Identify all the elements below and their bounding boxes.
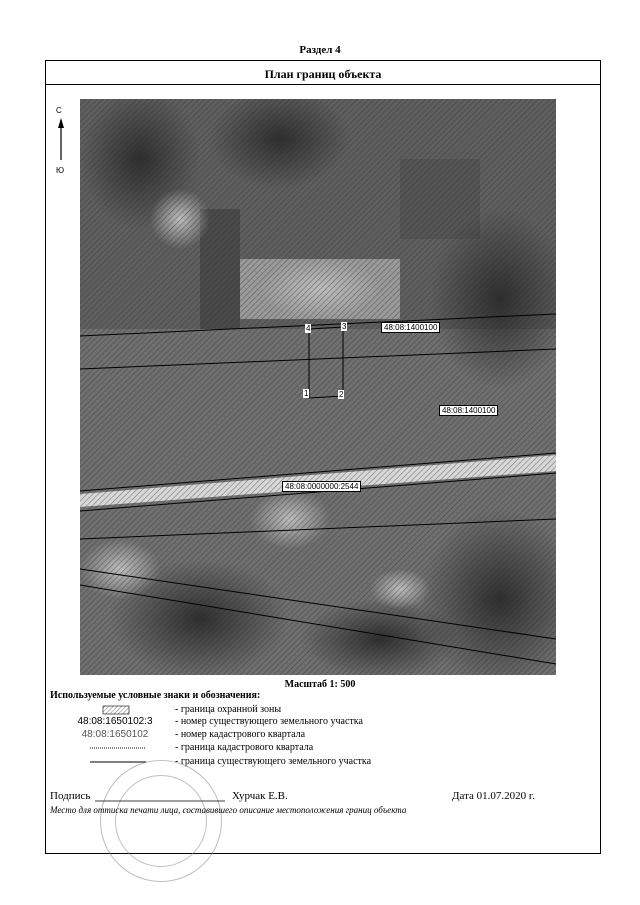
cad-parcel-label: 48:08:0000000:2544 [282, 481, 361, 492]
cad-quarter-label: 48:08:1400100 [439, 405, 498, 416]
parcel-number-symbol: 48:08:1650102:3 [77, 716, 153, 727]
point-label: 3 [342, 322, 347, 331]
point-label: 4 [306, 324, 311, 333]
point-label: 2 [339, 390, 344, 399]
legend-title: Используемые условные знаки и обозначения: [50, 690, 261, 701]
quarter-boundary-symbol [60, 742, 170, 754]
protection-zone-symbol [60, 704, 170, 716]
south-label: Ю [56, 166, 65, 175]
legend-desc: - номер существующего земельного участка [175, 716, 363, 727]
signature-date: Дата 01.07.2020 г. [452, 790, 535, 802]
stamp-note: Место для оттиска печати лица, составившего описание местоположения границ объекта [50, 805, 407, 815]
north-arrow [52, 106, 72, 178]
signer-name: Хурчак Е.В. [232, 790, 288, 802]
signature-label: Подпись [50, 790, 91, 802]
legend-desc: - граница кадастрового квартала [175, 742, 314, 753]
quarter-number-symbol: 48:08:1650102 [81, 729, 149, 740]
signature-line [95, 800, 225, 802]
cad-quarter-label: 48:08:1400100 [381, 322, 440, 333]
stamp-seal [100, 760, 222, 882]
legend-desc: - граница охранной зоны [175, 704, 282, 715]
map-scale: Масштаб 1: 500 [284, 679, 356, 690]
legend-desc: - граница существующего земельного участка [175, 756, 372, 767]
aerial-map [80, 99, 556, 675]
north-label: С [56, 106, 62, 115]
aerial-map-image [80, 99, 556, 675]
page-title: План границ объекта [45, 60, 601, 85]
legend-desc: - номер кадастрового квартала [175, 729, 306, 740]
point-label: 1 [304, 389, 309, 398]
section-title: Раздел 4 [299, 44, 341, 56]
